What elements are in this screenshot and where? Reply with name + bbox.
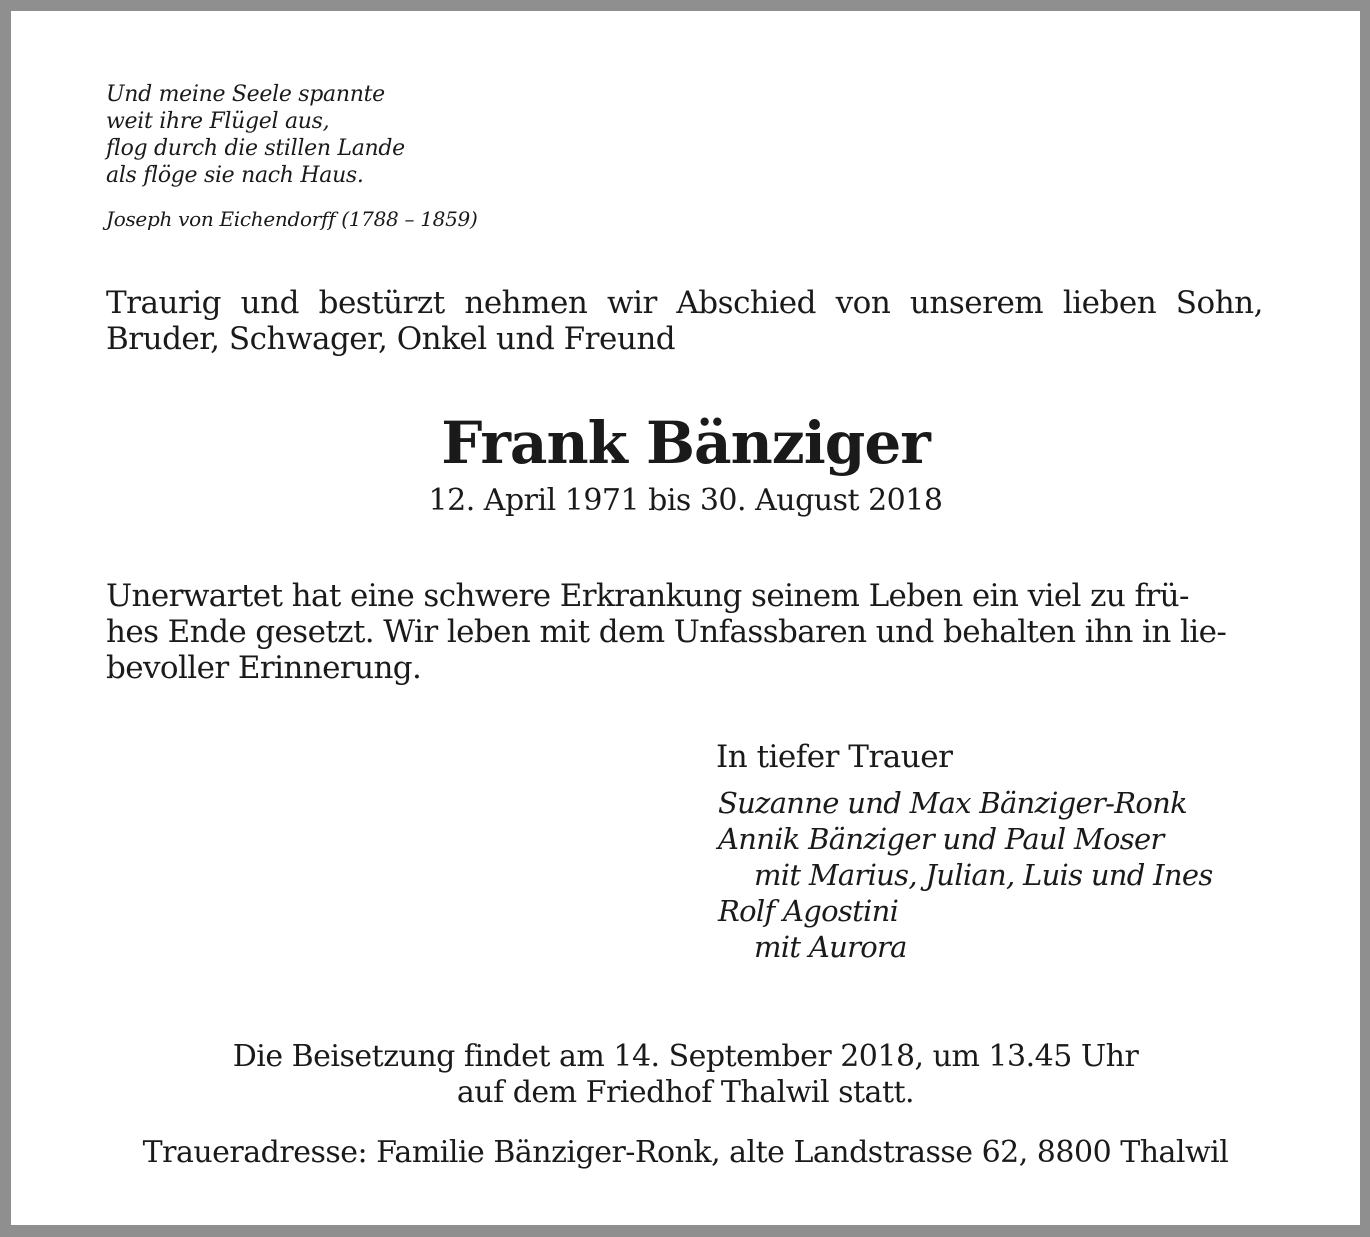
deceased-dates: 12. April 1971 bis 30. August 2018 [428,483,943,518]
message-line: hes Ende gesetzt. Wir leben mit dem Unfassbaren und behalten ihn in lie- [106,614,1227,650]
intro-text: Traurig und bestürzt nehmen wir Abschied von unserem lieben Sohn, Bruder, Schwager, Onkel und Freund [106,285,1263,357]
poem-line: flog durch die stillen Lande [106,136,405,161]
deceased-name: Frank Bänziger [441,409,930,477]
mourner: Suzanne und Max Bänziger-Ronk [718,786,1188,820]
mourner: Rolf Agostini [718,894,899,928]
mourners-list [718,785,1213,965]
poem-line: weit ihre Flügel aus, [106,109,330,134]
mourning-address: Traueradresse: Familie Bänziger-Ronk, alte Landstrasse 62, 8800 Thalwil [142,1135,1229,1170]
obituary-card [11,11,1360,1225]
mourner-children: mit Aurora [754,930,907,964]
mourner: Annik Bänziger und Paul Moser [718,822,1164,856]
funeral-line: Die Beisetzung findet am 14. September 2018, um 13.45 Uhr [232,1039,1139,1074]
funeral-line: auf dem Friedhof Thalwil statt. [456,1075,915,1110]
poem [106,81,405,189]
mourner-children: mit Marius, Julian, Luis und Ines [754,858,1213,892]
poem-line: Und meine Seele spannte [106,82,385,107]
message-line: Unerwartet hat eine schwere Erkrankung seinem Leben ein viel zu frü- [106,578,1189,614]
poem-author: Joseph von Eichendorff (1788 – 1859) [106,207,478,231]
message-line: bevoller Erinnerung. [106,650,422,686]
poem-line: als flöge sie nach Haus. [106,163,364,188]
funeral-info [11,1039,1360,1111]
mourning-title: In tiefer Trauer [716,739,953,775]
message-text [106,578,1263,686]
